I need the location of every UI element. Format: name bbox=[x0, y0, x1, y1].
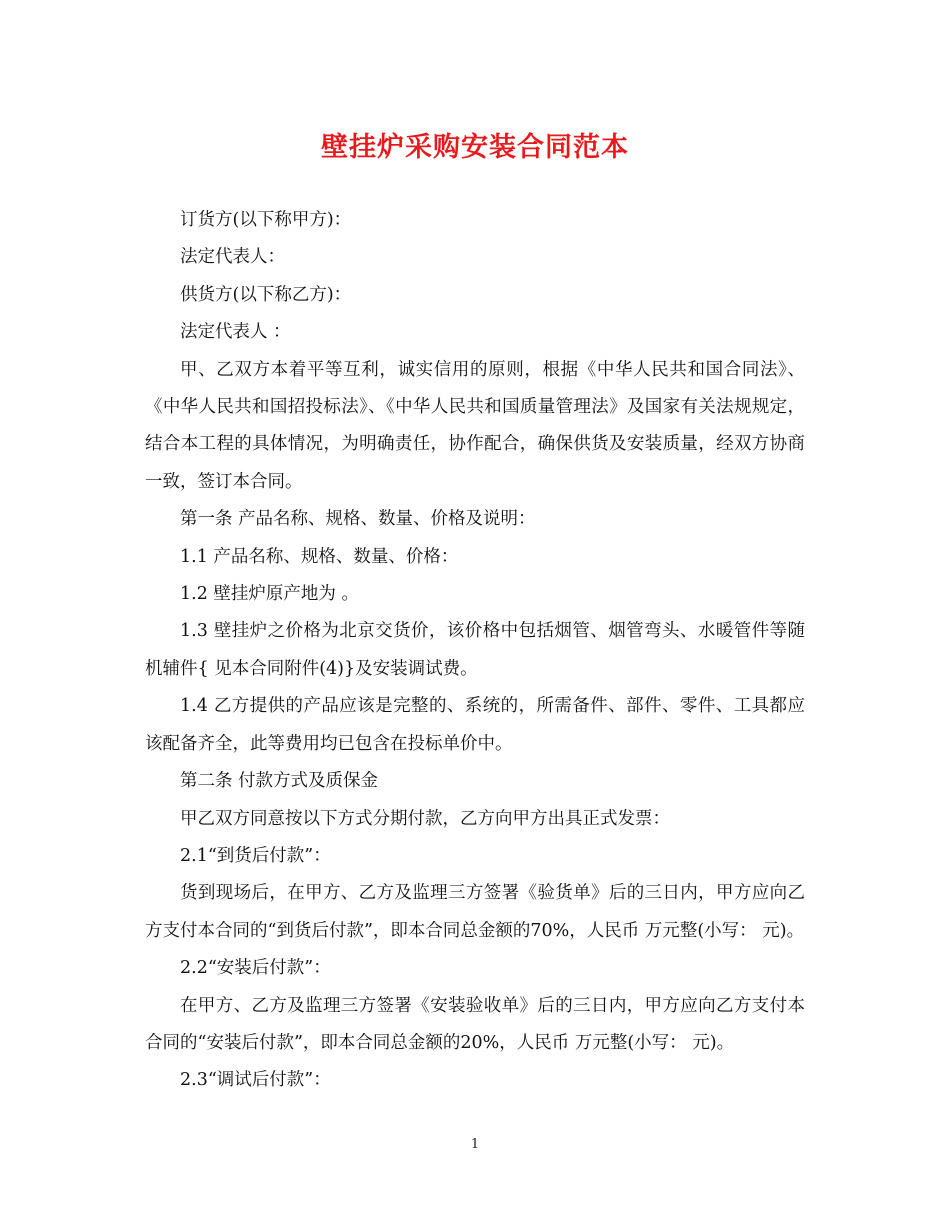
paragraph-supplier: 供货方(以下称乙方)： bbox=[180, 284, 352, 305]
paragraph-buyer: 订货方(以下称甲方)： bbox=[180, 210, 352, 230]
article-2-heading: 第二条 付款方式及质保金 bbox=[180, 771, 379, 792]
paragraph-payment-terms: 甲乙双方同意按以下方式分期付款，乙方向甲方出具正式发票： bbox=[180, 808, 670, 829]
clause-2-3: 2.3“调试后付款”： bbox=[180, 1070, 331, 1091]
paragraph-buyer-representative: 法定代表人： bbox=[180, 247, 285, 268]
clause-2-2: 2.2“安装后付款”： bbox=[180, 958, 331, 979]
article-1-heading: 第一条 产品名称、规格、数量、价格及说明： bbox=[180, 509, 536, 530]
clause-2-1-body: 货到现场后，在甲方、乙方及监理三方签署《验货单》后的三日内，甲方应向乙方支付本合同的“到货后付款”，即本合同总金额的70%，人民币 万元整(小写： 元)。 bbox=[145, 883, 805, 941]
clause-1-3: 1.3 壁挂炉之价格为北京交货价，该价格中包括烟管、烟管弯头、水暖管件等随机辅件{ 见本合同附件(4)}及安装调试费。 bbox=[145, 621, 805, 679]
document-title: 壁挂炉采购安装合同范本 bbox=[321, 132, 629, 163]
clause-1-2: 1.2 壁挂炉原产地为 。 bbox=[180, 584, 359, 605]
clause-2-1: 2.1“到货后付款”： bbox=[180, 845, 331, 866]
clause-1-1: 1.1 产品名称、规格、数量、价格： bbox=[180, 546, 459, 567]
page-number: 1 bbox=[470, 1137, 480, 1152]
document-body bbox=[145, 202, 805, 1100]
paragraph-preamble: 甲、乙双方本着平等互利，诚实信用的原则，根据《中华人民共和国合同法》、《中华人民共和国招投标法》、《中华人民共和国质量管理法》及国家有关法规规定，结合本工程的具体情况，为明确责任，协作配合，确保供货及安装质量，经双方协商一致，签订本合同。 bbox=[145, 359, 805, 492]
clause-1-4: 1.4 乙方提供的产品应该是完整的、系统的，所需备件、部件、零件、工具都应该配备齐全，此等费用均已包含在投标单价中。 bbox=[145, 696, 805, 754]
paragraph-supplier-representative: 法定代表人 ： bbox=[180, 322, 291, 343]
clause-2-2-body: 在甲方、乙方及监理三方签署《安装验收单》后的三日内，甲方应向乙方支付本合同的“安装后付款”，即本合同总金额的20%，人民币 万元整(小写： 元)。 bbox=[145, 995, 805, 1053]
